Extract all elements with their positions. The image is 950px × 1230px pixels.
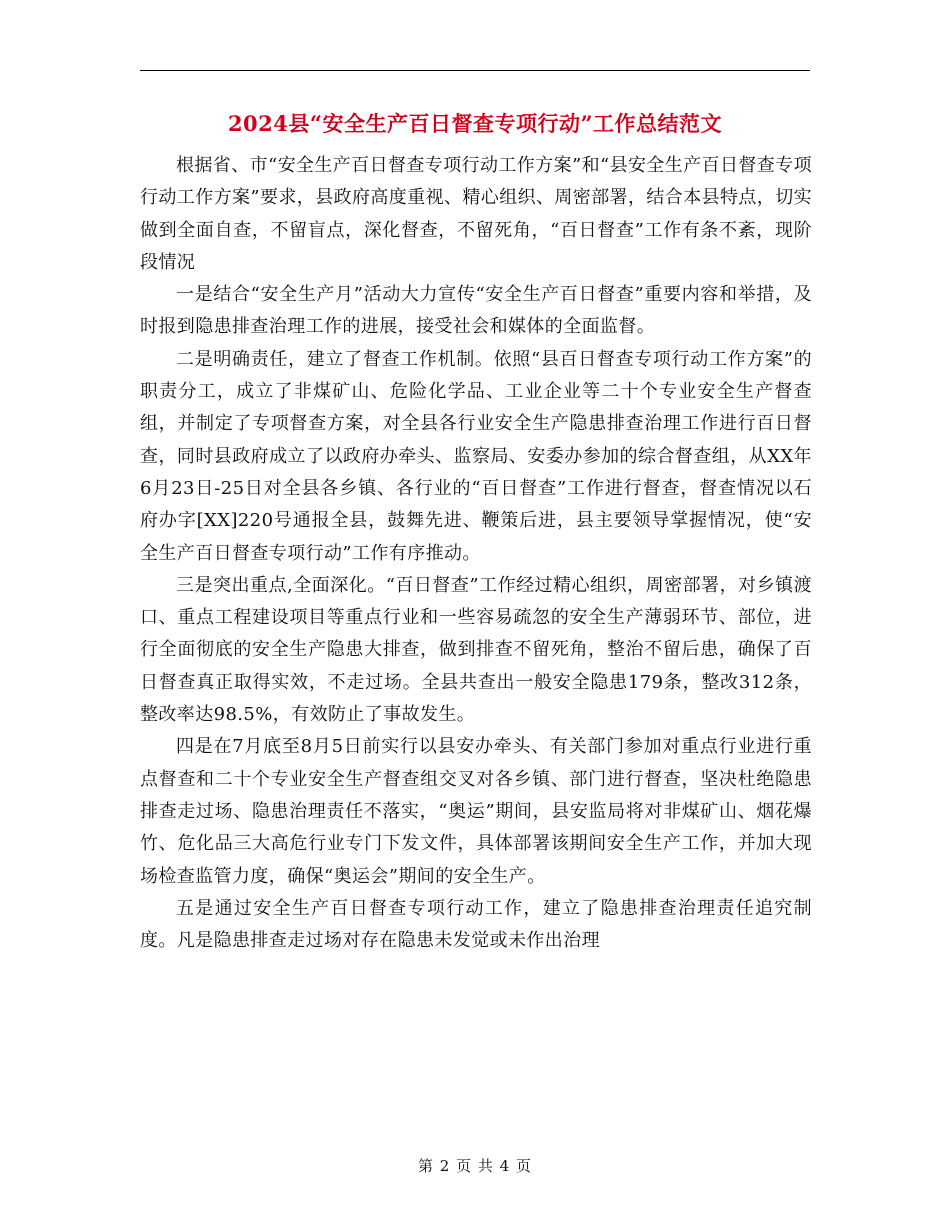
paragraph-1: 一是结合“安全生产月”活动大力宣传“安全生产百日督查”重要内容和举措，及时报到隐患排查治理工作的进展，接受社会和媒体的全面监督。 [140,284,812,338]
paragraph-intro: 根据省、市“安全生产百日督查专项行动工作方案”和“县安全生产百日督查专项行动工作方案”要求，县政府高度重视、精心组织、周密部署，结合本县特点，切实做到全面自查，不留盲点，深化督查，不留死角，“百日督查”工作有条不紊，现阶段情况 [140,155,813,273]
header-rule [140,70,810,71]
page-footer: 第 2 页 共 4 页 [418,1157,532,1175]
paragraph-2: 二是明确责任，建立了督查工作机制。依照“县百日督查专项行动工作方案”的职责分工，成立了非煤矿山、危险化学品、工业企业等二十个专业安全生产督查组，并制定了专项督查方案，对全县各行业安全生产隐患排查治理工作进行百日督查，同时县政府成立了以政府办牵头、监察局、安委办参加的综合督查组，从XX年6月23日-25日对全县各乡镇、各行业的“百日督查”工作进行督查，督查情况以石府办字[XX]220号通报全县，鼓舞先进、鞭策后进，县主要领导掌握情况，使“安全生产百日督查专项行动”工作有序推动。 [140,348,812,564]
paragraph-4: 四是在7月底至8月5日前实行以县安办牵头、有关部门参加对重点行业进行重点督查和二十个专业安全生产督查组交叉对各乡镇、部门进行督查，坚决杜绝隐患排查走过场、隐患治理责任不落实，“奥运”期间，县安监局将对非煤矿山、烟花爆竹、危化品三大高危行业专门下发文件，具体部署该期间安全生产工作，并加大现场检查监管力度，确保“奥运会”期间的安全生产。 [140,736,812,887]
document-body [140,150,812,957]
paragraph-5: 五是通过安全生产百日督查专项行动工作，建立了隐患排查治理责任追究制度。凡是隐患排查走过场对存在隐患未发觉或未作出治理 [140,897,812,952]
paragraph-3: 三是突出重点,全面深化。“百日督查”工作经过精心组织，周密部署，对乡镇渡口、重点工程建设项目等重点行业和一些容易疏忽的安全生产薄弱环节、部位，进行全面彻底的安全生产隐患大排查，做到排查不留死角，整治不留后患，确保了百日督查真正取得实效，不走过场。全县共查出一般安全隐患179条，整改312条，整改率达98.5%，有效防止了事故发生。 [140,574,812,726]
document-title: 2024县“安全生产百日督查专项行动”工作总结范文 [227,111,723,136]
